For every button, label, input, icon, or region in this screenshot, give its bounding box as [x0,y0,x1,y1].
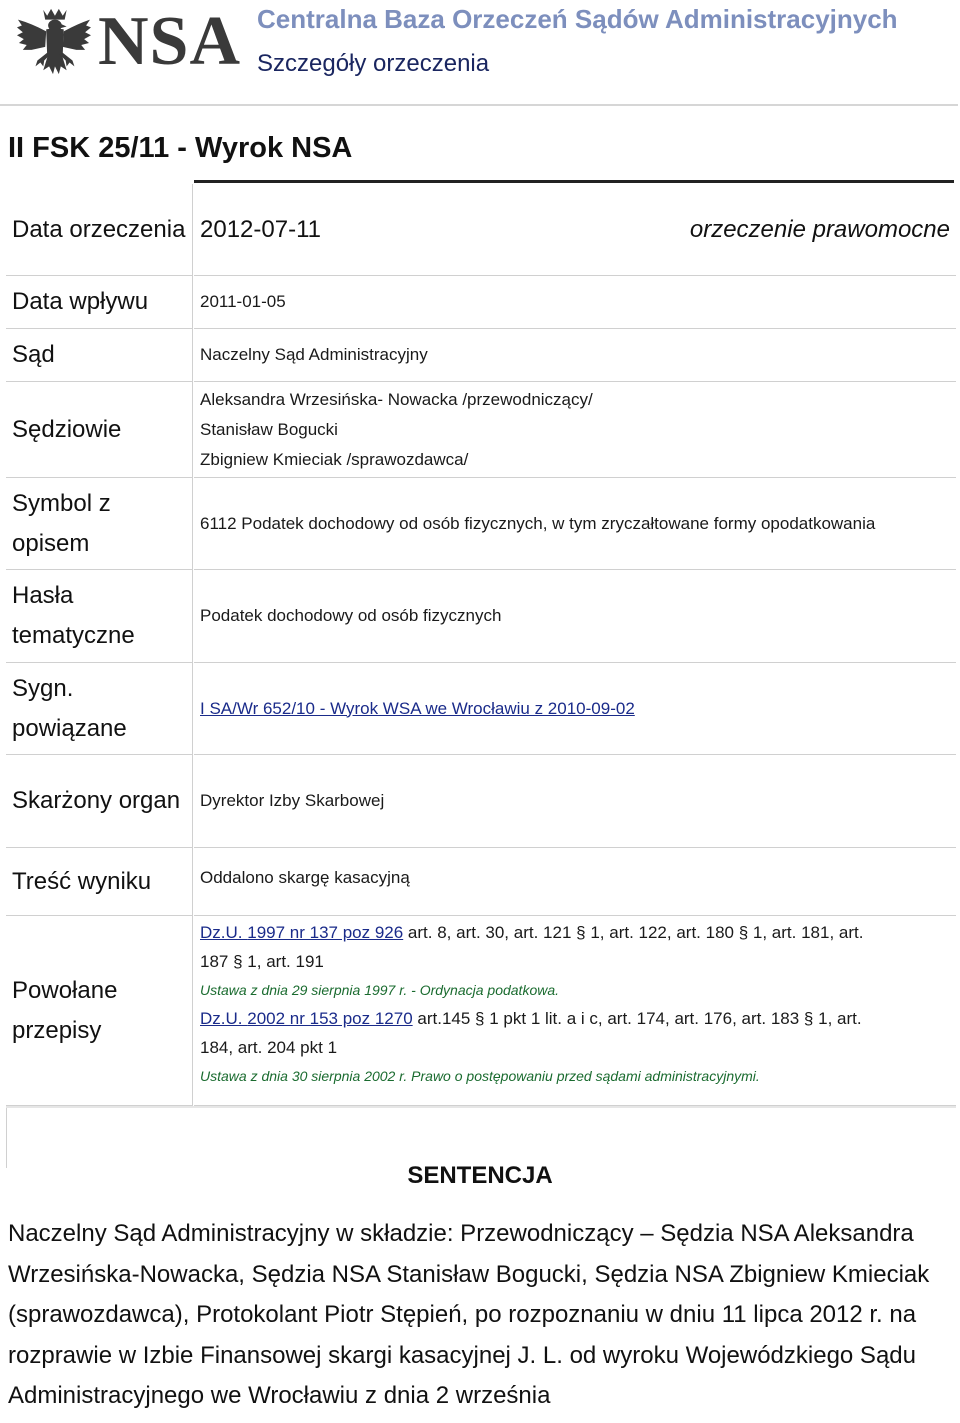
page-header [0,0,960,106]
row-sad [6,329,956,382]
label-sygn: Sygn. powiązane [6,663,193,755]
row-skarzony [6,755,956,848]
row-data-wplywu [6,276,956,329]
provision-2-link[interactable]: Dz.U. 2002 nr 153 poz 1270 [200,1009,413,1028]
label-sad: Sąd [6,329,193,382]
section-sign-icon: § [803,1009,814,1028]
judge-2: Stanisław Bogucki [200,419,338,439]
eagle-emblem-icon [14,6,92,80]
section-sign-icon: § [738,923,749,942]
provision-1-act: Ustawa z dnia 29 sierpnia 1997 r. - Ordynacja podatkowa. [200,982,560,998]
logo-text: NSA [98,3,242,80]
value-powolane [194,916,956,1106]
value-skarzony: Dyrektor Izby Skarbowej [194,755,956,848]
value-symbol: 6112 Podatek dochodowy od osób fizycznych, w tym zryczałtowane formy opodatkowania [194,478,956,570]
row-sygn [6,663,956,755]
value-sygn [194,663,956,755]
value-sedziowie [194,382,956,478]
section-sign-icon: § [576,923,586,942]
label-symbol: Symbol z opisem [6,478,193,570]
section-sign-icon: § [233,952,243,971]
judge-3: Zbigniew Kmieciak /sprawozdawca/ [200,449,469,469]
page-subtitle: Szczegóły orzeczenia [257,50,490,77]
value-data-wplywu: 2011-01-05 [194,276,956,329]
value-sad: Naczelny Sąd Administracyjny [194,329,956,382]
label-sedziowie: Sędziowie [6,382,193,478]
label-powolane: Powołane przepisy [6,916,193,1106]
provision-1-link[interactable]: Dz.U. 1997 nr 137 poz 926 [200,923,404,942]
value-hasla: Podatek dochodowy od osób fizycznych [194,570,956,663]
details-divider [6,1106,956,1108]
provision-2-act: Ustawa z dnia 30 sierpnia 2002 r. Prawo o postępowaniu przed sądami administracyjnymi. [200,1068,760,1084]
provision-2: Dz.U. 2002 nr 153 poz 1270 art.145 § 1 pkt 1 lit. a i c, art. 174, art. 176, art. 183 § 1, art. 184, art. 204 pkt 1 [200,1009,862,1057]
header-divider [0,104,958,106]
nsa-logo[interactable] [8,2,240,86]
row-tresc [6,848,956,916]
label-data-wplywu: Data wpływu [6,276,193,329]
row-powolane [6,916,956,1106]
row-sedziowie [6,382,956,478]
label-data-orzeczenia: Data orzeczenia [6,184,193,276]
section-sign-icon: § [475,1009,485,1028]
label-hasla: Hasła tematyczne [6,570,193,663]
sentencja-text: Naczelny Sąd Administracyjny w składzie: Przewodniczący – Sędzia NSA Aleksandra Wrzesińska-Nowacka, Sędzia NSA Stanisław Bogucki, Sędzia NSA Zbigniew Kmieciak (sprawozdawca), Protokolant Piotr Stępień, po rozpoznaniu w dniu 11 lipca 2012 r. na rozprawie w Izbie Finansowej skargi kasacyjnej J. L. od wyroku Wojewódzkiego Sądu Administracyjnego we Wrocławiu z dnia 2 września [8,1220,930,1409]
row-hasla [6,570,956,663]
row-data-orzeczenia [6,184,956,276]
provision-1: Dz.U. 1997 nr 137 poz 926 art. 8, art. 30, art. 121 § 1, art. 122, art. 180 § 1, art. 181, art. 187 § 1, art. 191 [200,923,864,971]
row-symbol [6,478,956,570]
judge-1: Aleksandra Wrzesińska- Nowacka /przewodniczący/ [200,389,593,409]
content-border [6,1108,7,1168]
case-title: II FSK 25/11 - Wyrok NSA [8,132,353,164]
label-tresc: Treść wyniku [6,848,193,916]
label-skarzony: Skarżony organ [6,755,193,848]
title-divider [194,180,954,183]
status-badge: orzeczenie prawomocne [689,215,950,243]
related-case-link[interactable]: I SA/Wr 652/10 - Wyrok WSA we Wrocławiu z 2010-09-02 [200,698,635,718]
value-data-orzeczenia [194,184,956,276]
sentencja-heading: SENTENCJA [407,1162,553,1189]
decision-date: 2012-07-11 [200,215,321,243]
value-tresc: Oddalono skargę kasacyjną [194,848,956,916]
site-title[interactable]: Centralna Baza Orzeczeń Sądów Administracyjnych [257,4,898,34]
